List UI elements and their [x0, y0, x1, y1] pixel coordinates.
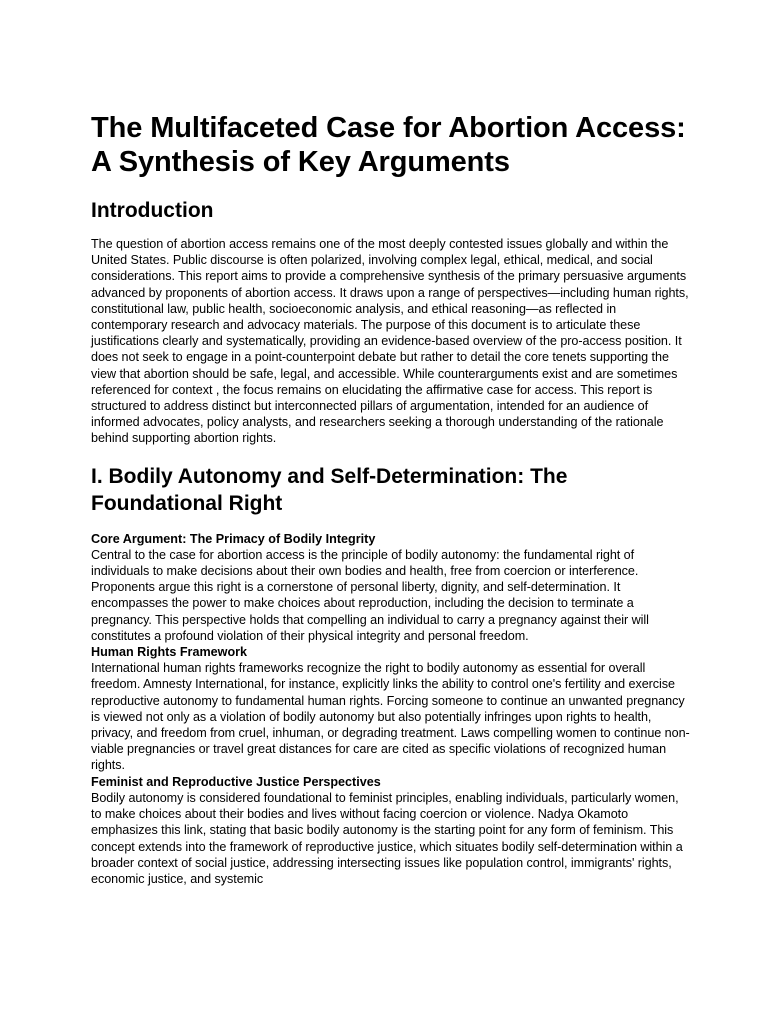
introduction-heading: Introduction — [91, 199, 214, 222]
subsection-heading-human-rights: Human Rights Framework — [91, 645, 248, 660]
subsection-heading-feminist: Feminist and Reproductive Justice Perspectives — [91, 774, 381, 789]
introduction-paragraph: The question of abortion access remains one of the most deeply contested issues globally and within the United States. Public discourse is often polarized, involving complex legal, ethical, medical, and social considerations. This report aims to provide a comprehensive synthesis of the primary persuasive arguments advanced by proponents of abortion access. It draws upon a range of perspectives—including human rights, constitutional law, public health, socioeconomic analysis, and ethical reasoning—as reflected in contemporary research and advocacy materials. The purpose of this document is to articulate these justifications clearly and systematically, providing an evidence-based overview of the pro-access position. It does not seek to engage in a point-counterpoint debate but rather to detail the core tenets supporting the view that abortion should be safe, legal, and accessible. While counterarguments exist and are sometimes referenced for context , the focus remains on elucidating the affirmative case for access. This report is structured to address distinct but interconnected pillars of argumentation, intended for an audience of informed advocates, policy analysts, and researchers seeking a thorough understanding of the rationale behind supporting abortion rights. — [91, 237, 689, 446]
subsection-heading-core-argument: Core Argument: The Primacy of Bodily Integrity — [91, 531, 376, 546]
subsection-paragraph-core-argument: Central to the case for abortion access is the principle of bodily autonomy: the fundamental right of individuals to make decisions about their own bodies and health, free from coercion or interference. Proponents argue this right is a cornerstone of personal liberty, dignity, and self-determination. It encompasses the power to make choices about reproduction, including the decision to terminate a pregnancy. This perspective holds that compelling an individual to carry a pregnancy against their will constitutes a profound violation of their physical integrity and personal freedom. — [91, 547, 649, 643]
subsection-paragraph-feminist: Bodily autonomy is considered foundational to feminist principles, enabling individuals, particularly women, to make choices about their bodies and lives without facing coercion or violence. Nadya Okamoto emphasizes this link, stating that basic bodily autonomy is the starting point for any form of feminism. This concept extends into the framework of reproductive justice, which situates bodily self-determination within a broader context of social justice, addressing intersecting issues like population control, immigrants' rights, economic justice, and systemic — [91, 790, 683, 886]
subsection-paragraph-human-rights: International human rights frameworks recognize the right to bodily autonomy as essential for overall freedom. Amnesty International, for instance, explicitly links the ability to control one's fertility and exercise reproductive autonomy to fundamental human rights. Forcing someone to continue an unwanted pregnancy is viewed not only as a violation of bodily autonomy but also potentially infringes upon rights to health, privacy, and freedom from cruel, inhuman, or degrading treatment. Laws compelling women to continue non-viable pregnancies or travel great distances for care are cited as specific violations of recognized human rights. — [91, 661, 690, 773]
document-title: The Multifaceted Case for Abortion Access: A Synthesis of Key Arguments — [91, 112, 686, 178]
document-page — [91, 111, 691, 887]
section-1-heading: I. Bodily Autonomy and Self-Determination: The Foundational Right — [91, 464, 568, 515]
